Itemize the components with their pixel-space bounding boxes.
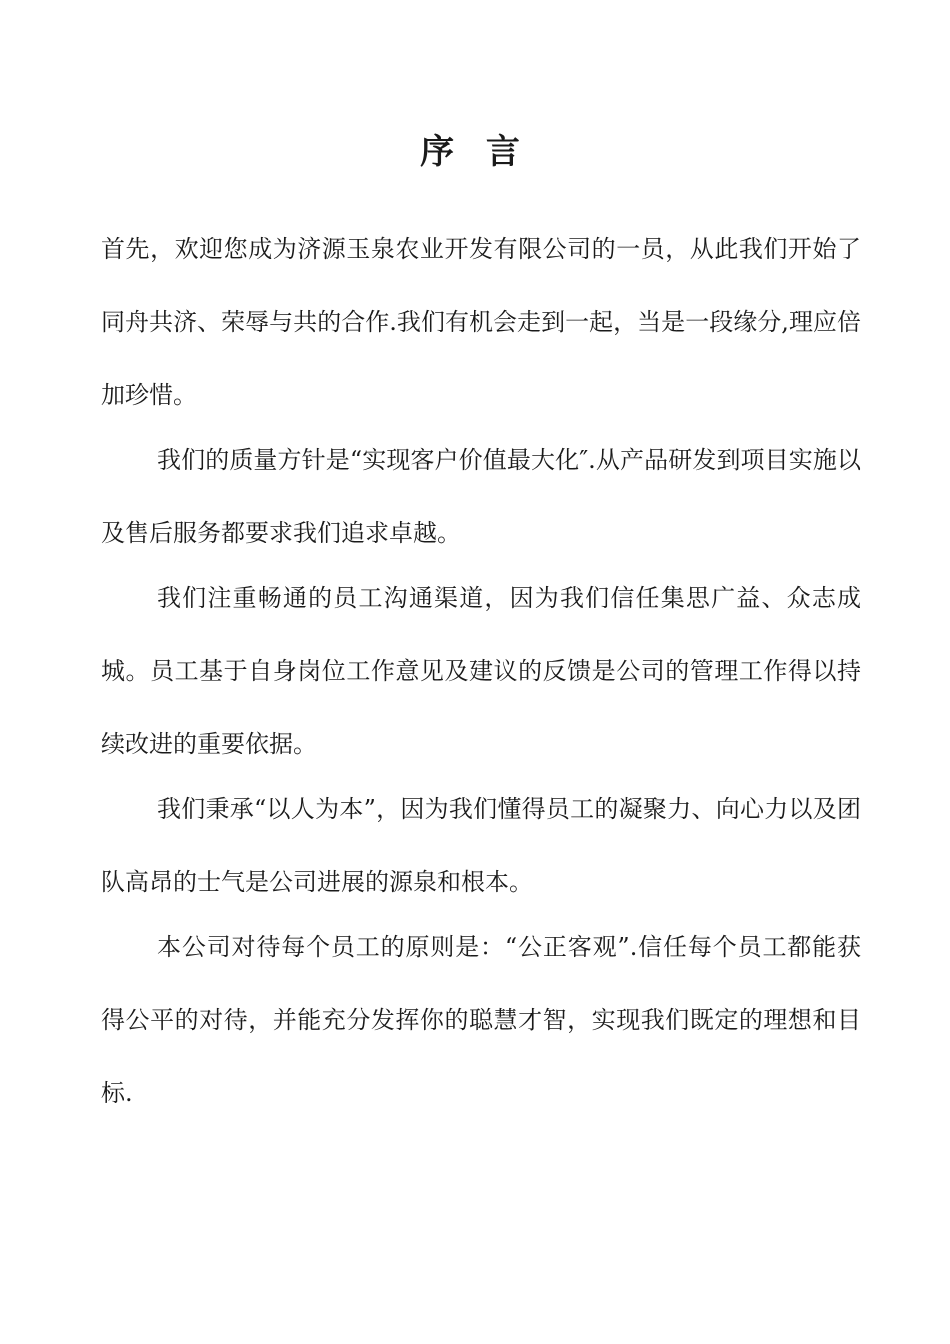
paragraph-quality-policy: 我们的质量方针是“实现客户价值最大化″.从产品研发到项目实施以及售后服务都要求我们追求卓越。 <box>101 446 861 547</box>
document-body <box>101 213 861 1130</box>
paragraph-communication: 我们注重畅通的员工沟通渠道，因为我们信任集思广益、众志成城。员工基于自身岗位工作意见及建议的反馈是公司的管理工作得以持续改进的重要依据。 <box>101 584 861 758</box>
paragraph-fairness: 本公司对待每个员工的原则是：“公正客观”.信任每个员工都能获得公平的对待，并能充分发挥你的聪慧才智，实现我们既定的理想和目标. <box>101 933 861 1107</box>
paragraph-welcome: 首先，欢迎您成为济源玉泉农业开发有限公司的一员，从此我们开始了同舟共济、荣辱与共的合作.我们有机会走到一起，当是一段缘分,理应倍加珍惜。 <box>101 235 861 409</box>
page-title: 序 言 <box>420 132 530 172</box>
paragraph-people-first: 我们秉承“以人为本”，因为我们懂得员工的凝聚力、向心力以及团队高昂的士气是公司进展的源泉和根本。 <box>101 795 861 896</box>
